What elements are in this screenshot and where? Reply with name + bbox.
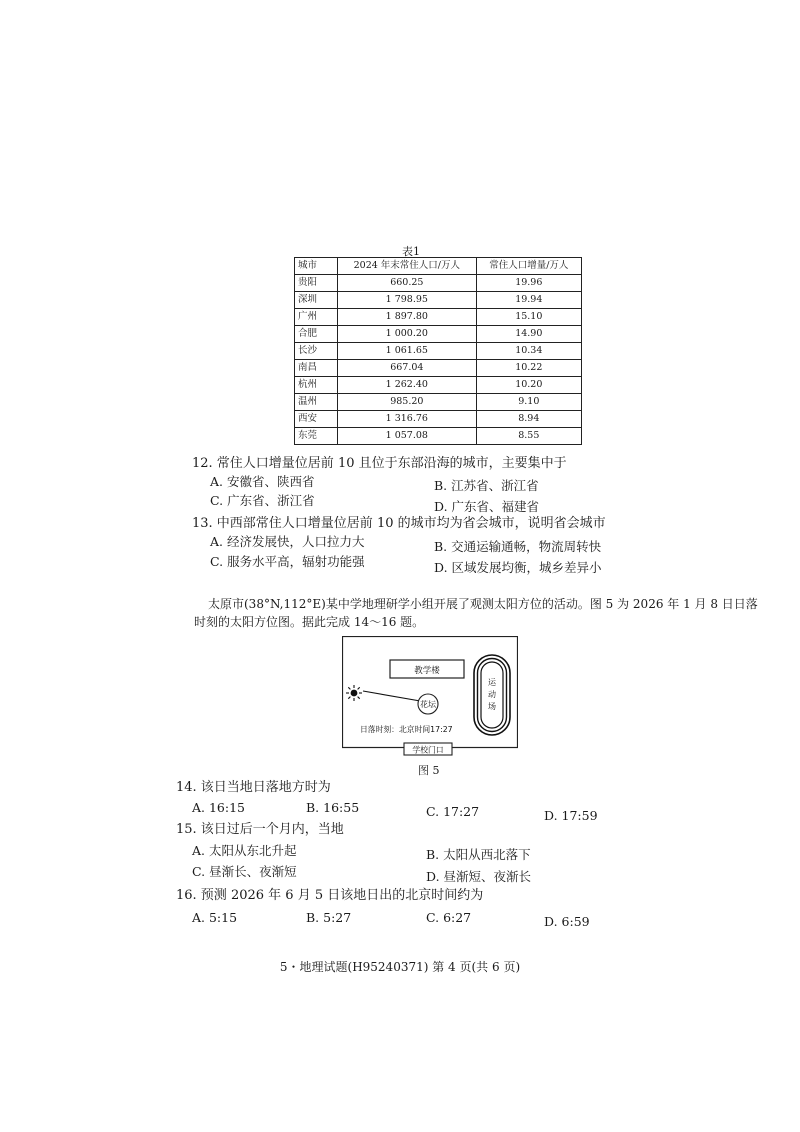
- question-12-option-c[interactable]: C. 广东省、浙江省: [210, 493, 315, 508]
- table-row: [295, 411, 582, 428]
- sun-icon: [346, 685, 362, 701]
- playground-label-3: 场: [488, 702, 496, 711]
- table-cell-population: 1 316.76: [338, 411, 477, 428]
- table-row: [295, 326, 582, 343]
- question-15-option-d[interactable]: D. 昼渐短、夜渐长: [426, 869, 532, 884]
- table-header-city: 城市: [295, 258, 338, 275]
- table-row: [295, 292, 582, 309]
- table-cell-population: 1 897.80: [338, 309, 477, 326]
- table-header-increase: 常住人口增量/万人: [476, 258, 581, 275]
- table-cell-population: 1 262.40: [338, 377, 477, 394]
- table-cell-increase: 10.22: [476, 360, 581, 377]
- figure-caption: 图 5: [418, 764, 440, 777]
- passage-line-1: 太原市(38°N,112°E)某中学地理研学小组开展了观测太阳方位的活动。图 5 为 2026 年 1 月 8 日日落: [208, 597, 758, 611]
- table-cell-city: 东莞: [295, 428, 338, 445]
- table-cell-population: 1 798.95: [338, 292, 477, 309]
- table-cell-city: 南昌: [295, 360, 338, 377]
- table-cell-population: 667.04: [338, 360, 477, 377]
- question-15-stem: 15. 该日过后一个月内，当地: [176, 822, 344, 837]
- question-15-option-c[interactable]: C. 昼渐长、夜渐短: [192, 864, 297, 879]
- question-15-option-a[interactable]: A. 太阳从东北升起: [192, 843, 297, 858]
- question-12-stem: 12. 常住人口增量位居前 10 且位于东部沿海的城市，主要集中于: [192, 456, 567, 471]
- question-13-option-a[interactable]: A. 经济发展快，人口拉力大: [210, 534, 365, 549]
- playground-label-1: 运: [488, 678, 496, 687]
- question-16-option-a[interactable]: A. 5:15: [192, 910, 238, 925]
- sunset-time-note: 日落时刻：北京时间17:27: [360, 725, 453, 734]
- question-14-option-a[interactable]: A. 16:15: [192, 800, 245, 815]
- question-13-stem: 13. 中西部常住人口增量位居前 10 的城市均为省会城市，说明省会城市: [192, 516, 606, 531]
- table-cell-city: 杭州: [295, 377, 338, 394]
- question-12-option-a[interactable]: A. 安徽省、陕西省: [210, 474, 315, 489]
- table-cell-increase: 15.10: [476, 309, 581, 326]
- question-13-option-d[interactable]: D. 区域发展均衡，城乡差异小: [434, 560, 602, 575]
- question-12-option-d[interactable]: D. 广东省、福建省: [434, 499, 540, 514]
- population-table: [294, 257, 582, 445]
- table-cell-city: 长沙: [295, 343, 338, 360]
- table-row: [295, 360, 582, 377]
- question-16-option-d[interactable]: D. 6:59: [544, 914, 590, 929]
- table-cell-city: 温州: [295, 394, 338, 411]
- table-cell-increase: 19.94: [476, 292, 581, 309]
- table-cell-city: 贵阳: [295, 275, 338, 292]
- table-cell-increase: 10.20: [476, 377, 581, 394]
- table-row: [295, 377, 582, 394]
- table-cell-city: 广州: [295, 309, 338, 326]
- flower-bed-label: 花坛: [420, 700, 436, 709]
- question-14-stem: 14. 该日当地日落地方时为: [176, 780, 331, 795]
- table-cell-population: 660.25: [338, 275, 477, 292]
- table-row: [295, 275, 582, 292]
- table-cell-population: 1 000.20: [338, 326, 477, 343]
- table-cell-population: 1 057.08: [338, 428, 477, 445]
- table-cell-population: 985.20: [338, 394, 477, 411]
- table-cell-increase: 14.90: [476, 326, 581, 343]
- table-cell-increase: 9.10: [476, 394, 581, 411]
- question-12-option-b[interactable]: B. 江苏省、浙江省: [434, 478, 539, 493]
- table-cell-increase: 10.34: [476, 343, 581, 360]
- school-gate-label: 学校门口: [412, 745, 444, 755]
- table-row: [295, 394, 582, 411]
- playground-label-2: 动: [488, 690, 496, 699]
- table-cell-increase: 19.96: [476, 275, 581, 292]
- question-14-option-d[interactable]: D. 17:59: [544, 808, 598, 823]
- question-13-option-b[interactable]: B. 交通运输通畅，物流周转快: [434, 539, 602, 554]
- question-16-option-b[interactable]: B. 5:27: [306, 910, 352, 925]
- table-title: 表1: [402, 245, 420, 258]
- table-header-row: [295, 258, 582, 275]
- table-row: [295, 309, 582, 326]
- table-cell-increase: 8.55: [476, 428, 581, 445]
- question-13-option-c[interactable]: C. 服务水平高，辐射功能强: [210, 554, 365, 569]
- question-16-option-c[interactable]: C. 6:27: [426, 910, 472, 925]
- question-16-stem: 16. 预测 2026 年 6 月 5 日该地日出的北京时间约为: [176, 888, 484, 903]
- table-cell-city: 深圳: [295, 292, 338, 309]
- table-header-population: 2024 年末常住人口/万人: [338, 258, 477, 275]
- teaching-building-label: 教学楼: [414, 666, 440, 676]
- question-14-option-b[interactable]: B. 16:55: [306, 800, 360, 815]
- page-footer: 5・地理试题(H95240371) 第 4 页(共 6 页): [279, 960, 521, 974]
- table-cell-increase: 8.94: [476, 411, 581, 428]
- question-14-option-c[interactable]: C. 17:27: [426, 804, 480, 819]
- table-row: [295, 428, 582, 445]
- table-cell-population: 1 061.65: [338, 343, 477, 360]
- table-cell-city: 西安: [295, 411, 338, 428]
- table-cell-city: 合肥: [295, 326, 338, 343]
- table-row: [295, 343, 582, 360]
- passage-line-2: 时刻的太阳方位图。据此完成 14～16 题。: [194, 615, 425, 629]
- question-15-option-b[interactable]: B. 太阳从西北落下: [426, 847, 531, 862]
- sunset-direction-diagram: [342, 636, 518, 756]
